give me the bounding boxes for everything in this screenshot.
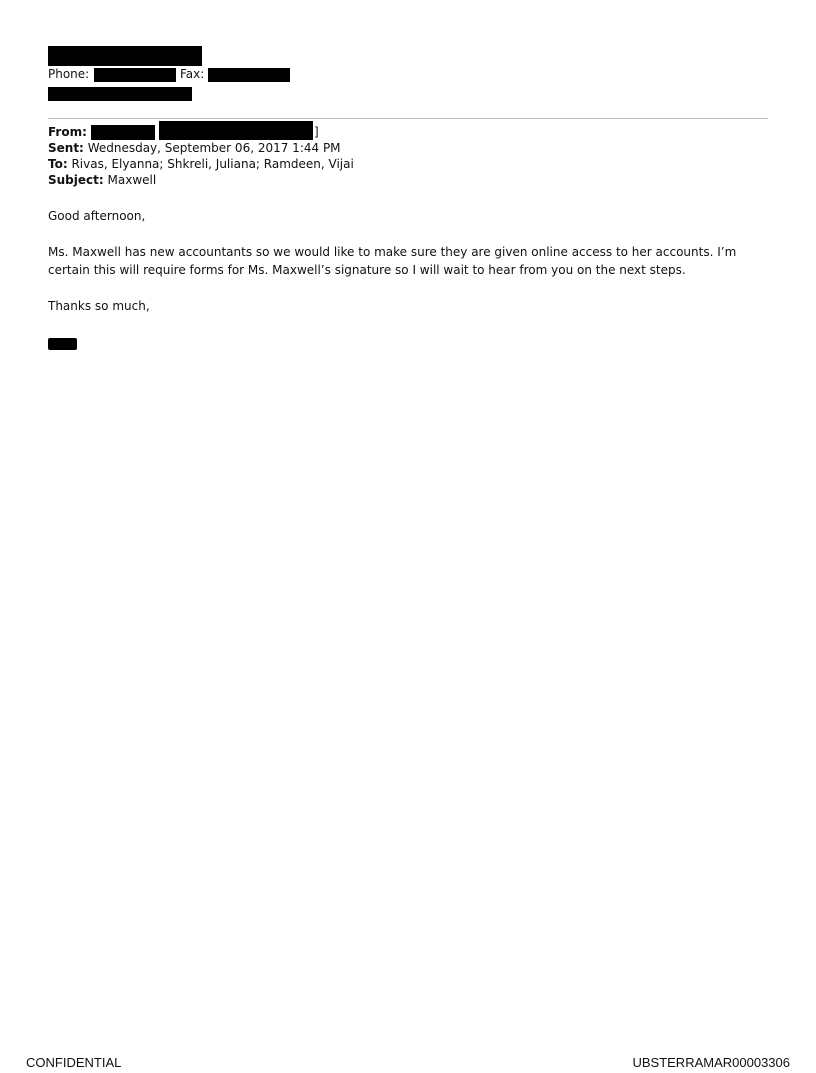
subject-label: Subject: — [48, 173, 104, 187]
fax-label-wrap — [180, 67, 204, 82]
to-label: To: — [48, 157, 68, 171]
from-line — [48, 125, 87, 140]
from-label: From: — [48, 125, 87, 139]
from-bracket: ] — [314, 125, 319, 139]
subject-value: Maxwell — [107, 173, 157, 187]
footer-bates-number: UBSTERRAMAR00003306 — [632, 1055, 790, 1070]
to-value: Rivas, Elyanna; Shkreli, Juliana; Ramdeen, Vijai — [71, 157, 354, 171]
fax-label: Fax: — [180, 67, 205, 81]
body-paragraph-line-1: Ms. Maxwell has new accountants so we would like to make sure they are given online access to her accounts. I’m — [48, 245, 737, 259]
to-line — [48, 157, 354, 172]
from-suffix — [314, 125, 319, 140]
redacted-name — [48, 46, 202, 66]
redacted-from-email — [159, 121, 313, 140]
sent-line — [48, 141, 341, 156]
footer-confidential: CONFIDENTIAL — [26, 1055, 122, 1070]
phone-fax-line — [48, 67, 89, 82]
redacted-fax — [208, 68, 290, 82]
body-paragraph-line-2: certain this will require forms for Ms. Maxwell’s signature so I will wait to hear from you on the next steps. — [48, 263, 686, 277]
phone-label: Phone: — [48, 67, 90, 81]
message-separator — [48, 118, 768, 119]
sent-value: Wednesday, September 06, 2017 1:44 PM — [87, 141, 341, 155]
subject-line — [48, 173, 156, 188]
redacted-from-name — [91, 125, 155, 140]
closing: Thanks so much, — [48, 299, 150, 313]
sent-label: Sent: — [48, 141, 84, 155]
redacted-signature — [48, 338, 77, 350]
redacted-phone — [94, 68, 176, 82]
greeting: Good afternoon, — [48, 209, 146, 223]
redacted-email — [48, 87, 192, 101]
